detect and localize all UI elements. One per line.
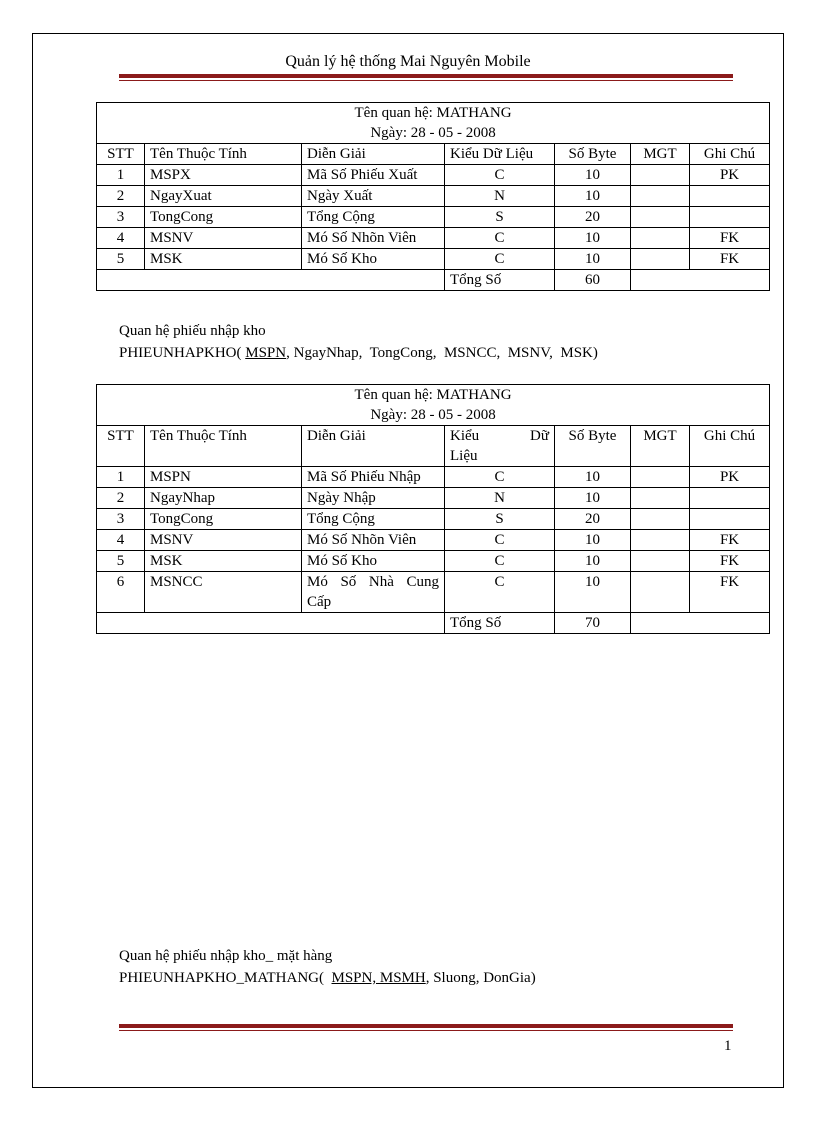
relation-date: Ngày: 28 - 05 - 2008	[370, 407, 496, 423]
cell-type: S	[445, 509, 555, 530]
cell-bytes: 20	[555, 207, 631, 228]
cell-mgt	[631, 249, 690, 270]
cell-bytes: 10	[555, 551, 631, 572]
cell-type: C	[445, 530, 555, 551]
cell-attribute: MSK	[145, 551, 302, 572]
cell-stt: 6	[97, 572, 145, 613]
cell-type: C	[445, 165, 555, 186]
cell-type: C	[445, 551, 555, 572]
header-word: Liệu	[450, 448, 478, 464]
table-row	[97, 509, 770, 530]
total-label: Tổng Số	[445, 270, 555, 291]
cell-note: FK	[690, 249, 770, 270]
footer-rule	[119, 1024, 733, 1031]
table-row	[97, 488, 770, 509]
schema-primary-key: MSPN	[245, 345, 287, 361]
table-header-row	[97, 426, 770, 467]
relation-schema	[119, 967, 536, 989]
cell-attribute: MSNV	[145, 228, 302, 249]
section-phieunhapkho	[119, 320, 598, 364]
cell-attribute: NgayNhap	[145, 488, 302, 509]
cell-stt: 2	[97, 488, 145, 509]
table-row	[97, 572, 770, 613]
cell-note	[690, 207, 770, 228]
section-title: Quan hệ phiếu nhập kho_ mặt hàng	[119, 948, 333, 964]
table-row	[97, 249, 770, 270]
cell-stt: 5	[97, 551, 145, 572]
cell-mgt	[631, 228, 690, 249]
cell-description: Mó Số Kho	[302, 249, 445, 270]
cell-stt: 3	[97, 509, 145, 530]
cell-note	[690, 509, 770, 530]
table-header-row	[97, 144, 770, 165]
cell-attribute: NgayXuat	[145, 186, 302, 207]
table-row	[97, 165, 770, 186]
table-row	[97, 467, 770, 488]
cell-note: FK	[690, 551, 770, 572]
cell-bytes: 10	[555, 249, 631, 270]
cell-attribute: MSK	[145, 249, 302, 270]
relation-name: Tên quan hệ: MATHANG	[354, 387, 512, 403]
cell-type: C	[445, 228, 555, 249]
cell-attribute: MSPN	[145, 467, 302, 488]
page-number: 1	[724, 1038, 732, 1054]
cell-mgt	[631, 530, 690, 551]
column-header: Kiểu Dữ Liệu	[445, 144, 555, 165]
cell-bytes: 10	[555, 488, 631, 509]
cell-note: PK	[690, 165, 770, 186]
cell-bytes: 10	[555, 165, 631, 186]
cell-attribute: MSPX	[145, 165, 302, 186]
cell-description: Mó Số Nhõn Viên	[302, 530, 445, 551]
cell-attribute: MSNCC	[145, 572, 302, 613]
section-phieunhapkho-mathang	[119, 945, 536, 989]
header-rule	[119, 74, 733, 81]
cell-bytes: 20	[555, 509, 631, 530]
cell-type: N	[445, 488, 555, 509]
column-header: Ghi Chú	[690, 144, 770, 165]
cell-description: Tổng Cộng	[302, 509, 445, 530]
table-row	[97, 228, 770, 249]
cell-mgt	[631, 551, 690, 572]
cell-mgt	[631, 207, 690, 228]
relation-schema	[119, 342, 598, 364]
cell-bytes: 10	[555, 186, 631, 207]
cell-type: C	[445, 249, 555, 270]
cell-description: Tổng Cộng	[302, 207, 445, 228]
cell-type: C	[445, 572, 555, 613]
relation-name: Tên quan hệ: MATHANG	[354, 105, 512, 121]
cell-type: S	[445, 207, 555, 228]
total-label: Tổng Số	[445, 613, 555, 634]
column-header: STT	[97, 144, 145, 165]
column-header: STT	[97, 426, 145, 467]
cell-mgt	[631, 186, 690, 207]
cell-description: Mó Số Nhà Cung Cấp	[302, 572, 445, 613]
cell-note: PK	[690, 467, 770, 488]
schema-primary-key: MSPN, MSMH	[331, 970, 426, 986]
cell-description: Mã Số Phiếu Xuất	[302, 165, 445, 186]
cell-stt: 2	[97, 186, 145, 207]
cell-mgt	[631, 509, 690, 530]
cell-stt: 1	[97, 467, 145, 488]
cell-note: FK	[690, 228, 770, 249]
cell-description: Mó Số Nhõn Viên	[302, 228, 445, 249]
table-caption	[97, 385, 770, 426]
cell-stt: 4	[97, 530, 145, 551]
table-row	[97, 551, 770, 572]
schema-attributes: , Sluong, DonGia)	[425, 970, 536, 986]
table-total-row	[97, 613, 770, 634]
table-mathang-2	[96, 384, 770, 634]
cell-note	[690, 186, 770, 207]
cell-stt: 4	[97, 228, 145, 249]
header-word: Kiểu	[450, 428, 480, 444]
column-header: Tên Thuộc Tính	[145, 426, 302, 467]
table-row	[97, 186, 770, 207]
cell-mgt	[631, 467, 690, 488]
cell-type: C	[445, 467, 555, 488]
cell-mgt	[631, 488, 690, 509]
cell-attribute: TongCong	[145, 207, 302, 228]
table-mathang-1	[96, 102, 770, 291]
cell-description: Ngày Nhập	[302, 488, 445, 509]
section-title: Quan hệ phiếu nhập kho	[119, 323, 266, 339]
cell-bytes: 10	[555, 228, 631, 249]
table-total-row	[97, 270, 770, 291]
cell-note	[690, 488, 770, 509]
column-header: MGT	[631, 144, 690, 165]
column-header: MGT	[631, 426, 690, 467]
table-row	[97, 530, 770, 551]
schema-attributes: , NgayNhap, TongCong, MSNCC, MSNV, MSK)	[286, 345, 598, 361]
column-header: Số Byte	[555, 144, 631, 165]
cell-stt: 1	[97, 165, 145, 186]
column-header: Số Byte	[555, 426, 631, 467]
total-value: 70	[555, 613, 631, 634]
cell-attribute: TongCong	[145, 509, 302, 530]
cell-attribute: MSNV	[145, 530, 302, 551]
relation-date: Ngày: 28 - 05 - 2008	[370, 125, 496, 141]
schema-name: PHIEUNHAPKHO(	[119, 345, 242, 361]
column-header: Diễn Giải	[302, 426, 445, 467]
table-row	[97, 207, 770, 228]
column-header	[445, 426, 555, 467]
column-header: Ghi Chú	[690, 426, 770, 467]
cell-note: FK	[690, 530, 770, 551]
table-caption	[97, 103, 770, 144]
cell-bytes: 10	[555, 530, 631, 551]
schema-name: PHIEUNHAPKHO_MATHANG(	[119, 970, 332, 986]
cell-description: Mó Số Kho	[302, 551, 445, 572]
cell-bytes: 10	[555, 572, 631, 613]
cell-stt: 3	[97, 207, 145, 228]
cell-mgt	[631, 572, 690, 613]
total-value: 60	[555, 270, 631, 291]
cell-mgt	[631, 165, 690, 186]
column-header: Diễn Giải	[302, 144, 445, 165]
header-word: Dữ	[530, 428, 549, 444]
cell-note: FK	[690, 572, 770, 613]
column-header: Tên Thuộc Tính	[145, 144, 302, 165]
cell-stt: 5	[97, 249, 145, 270]
cell-type: N	[445, 186, 555, 207]
cell-bytes: 10	[555, 467, 631, 488]
cell-description: Ngày Xuất	[302, 186, 445, 207]
header-title: Quản lý hệ thống Mai Nguyên Mobile	[285, 53, 531, 70]
cell-description: Mã Số Phiếu Nhập	[302, 467, 445, 488]
